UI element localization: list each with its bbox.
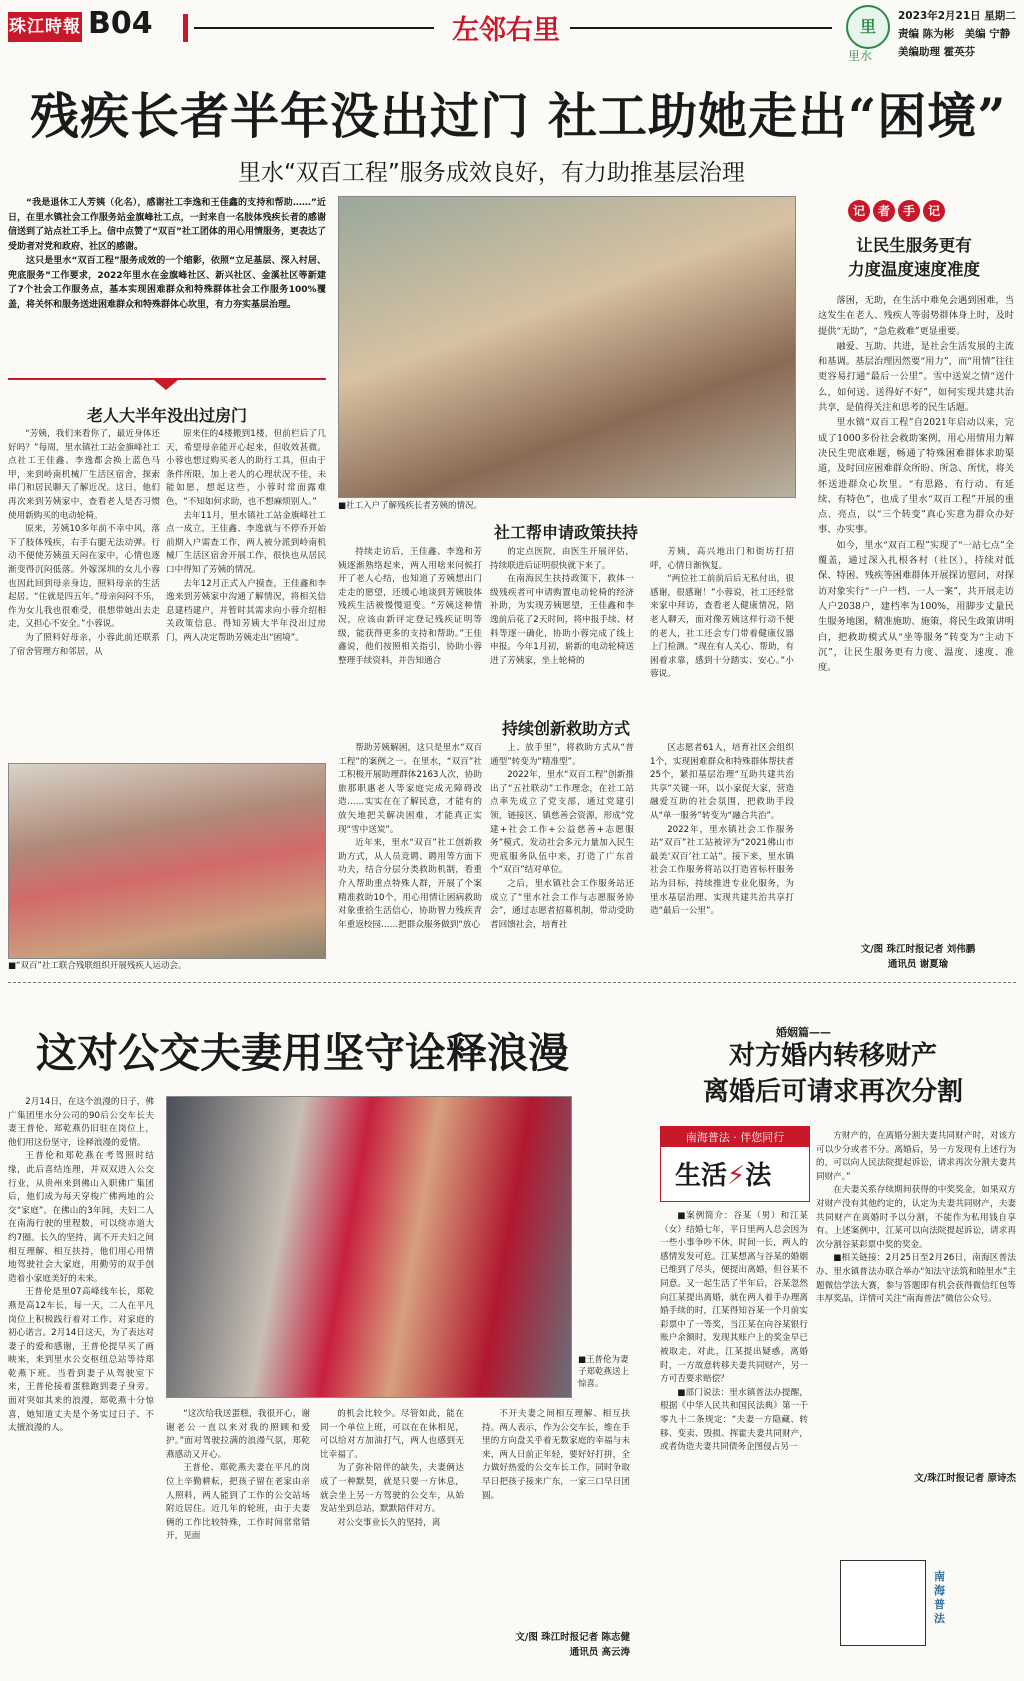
section1-col1: “芳姨，我们来看你了，最近身体还好吗？”每周，里水镇社工站金旗峰社工点社工王佳鑫、李逸都会换上蓝色马甲，来到岭南机械厂生活区宿舍，探索串门和居民聊天了解近况。这日，他们再次来到芳姨家中，查看老人是否习惯使用新购买的电动轮椅。 原来，芳姨10多年前不幸中风，落下了肢体残疾，右手右腿无法动弹。行动不便使芳姨虽天闷在家中，心情也逐渐变得沉闷低落。外嫁深圳的女儿小蓉也因此回到母亲身边，照料母亲的生活起居。“住就是四五年。”母亲闷闷不乐，作为女儿我也很难受，很想带她出去走走，又担心不安全。”小蓉说。 为了照料好母亲，小蓉此前还联系了宿舍管理方和邻居，从 [8, 429, 160, 657]
editor-credit: 责编 陈为彬 美编 宁静 [898, 28, 1011, 40]
assistant-credit: 美编助理 霍英芬 [898, 46, 976, 58]
article3-kicker: 婚姻篇—— [776, 1026, 831, 1039]
section1-col2: 原来住的4楼搬到1楼，但前栏后了几天，希望母亲能开心起来，但收效甚微。小蓉也想过购买老人的助行工具，但由于条件所限，加上老人的心理状况不佳，未能如愿，想起这些，小蓉时常面露难色，“不知如何求助，也不想麻烦别人。” 去年11月，里水镇社工站金旗峰社工点一成立，王佳鑫、李逸就与不停乔开始前期入户需查工作，两人被分派到岭南机械厂生活区宿舍开展工作，很快也从居民口中得知了芳姨的情况。 去年12月正式入户摸查，王佳鑫和李逸来到芳姨家中沟通了解情况，将相关信息建档建户，并暂时其需求向小蓉介绍相关政策信息。得知芳姨大半年没出过房门，两人决定帮助芳姨走出“困境”。 [166, 429, 326, 643]
article2-col2: “这次给我送蛋糕，我很开心，谢谢老公一直以来对我的照顾和爱护。”面对驾驶拉满的浪漫气氛，郑乾燕感动又开心。 王普伦、郑乾燕夫妻在平凡的岗位上辛勤耕耘，把孩子留在老家由亲人照料，两人能到了工作的公交站场附近居住。近几年的轮班，由于夫妻俩的工作比较特殊，工作时间常常错开，见面 [166, 1409, 310, 1542]
section3-col3: 区志愿者61人，培育社区会组织1个，实现困难群众和特殊群体帮扶者25个，紧扣基层治理“互助共建共治共享”关键一环，以小家促大家，营造融爱互助的社会氛围，把救助手段从“单一服务”转变为“融合共治”。 2022年，里水镇社会工作服务站“双百”社工站被评为“2021佛山市最美‘双百’社工站”。接下来，里水镇社会工作服务将站以打造省标杆服务站为目标，持续推进专业化服务，为里水基层治理、实现共建共治共享打造“最后一公里”。 [650, 743, 794, 917]
life-law-logo: 生活⚡法 [675, 1161, 772, 1191]
section3-title: 持续创新救助方式 [501, 719, 630, 738]
section3-col2: 上、放手里”，将救助方式从“普通型”转变为“精准型”。 2022年，里水“双百工程”创新推出了“五社联动”工作理念，在社工站点率先成立了党支部，通过党建引领，链接区、镇慈善会资源，形成“党建+社会工作+公益慈善+志愿服务”模式，发动社会多元力量加入民生兜底服务队伍中来，打造了广东首个“双百”结对单位。 之后，里水镇社会工作服务站还成立了“里水社会工作与志愿服务协会”，通过志愿者招募机制，带动受助者回馈社会，培育社 [490, 743, 634, 930]
life-law-logo-box [660, 1126, 810, 1202]
photo-social-worker-home-visit [338, 196, 796, 498]
commentary-body: 落困，无助，在生活中难免会遇到困难，当这发生在老人、残疾人等弱势群体身上时，及时提供“无助”，“急危救难”更显重要。 融爱、互助、共进，是社会生活发展的主流和基调。基层治理因然要“用力”，而“用情”往往更容易打通“最后一公里”。雪中送炭之情“送什么，如何送、送得好不好”，如何实现共建共治共享，是值得关注和思考的民生话题。 里水镇“双百工程”自2021年启动以来，完成了1000多份社会救助案例，用心用情用力解决民生兜底难题，畅通了特殊困难群体求助渠道，及时回应困难群众所盼、所急、所忧，将关怀送进群众心坎里。“有思路、有行动、有延续、有特色”，也成了里水“双百工程”开展的重点、亮点，以“三个转变”真心实意为群众办好事、办实事。 如今，里水“双百工程”实现了“一站七点”全覆盖，通过深入扎根各村（社区），持续对低保、特困、残疾等困难群体开展探访慰问，对探访对象实行“一户一档、一人一案”，共开展走访人户2038户，建档率为100%，用脚步丈量民生服务地图，精准施助、施策，将民生政策讲明白，把救助模式从“坐等服务”转变为“主动下沉”，让民生服务更有力度、温度、速度、准度。 [818, 295, 1014, 674]
article3-title-line2: 离婚后可请求再次分割 [702, 1077, 963, 1107]
law-tag: 南海普法 · 伴您同行 [661, 1127, 809, 1147]
reporter-notes-badge [848, 200, 948, 222]
article3-title-line1: 对方婚内转移财产 [728, 1041, 937, 1071]
commentary-title-line2: 力度温度速度准度 [848, 260, 980, 279]
qr-code-icon[interactable] [840, 1560, 926, 1646]
badge-char: 手 [898, 200, 920, 222]
article1-lead: “我是退休工人芳姨（化名），感谢社工李逸和王佳鑫的支持和帮助……”近日，在里水镇社会工作服务站金旗峰社工点，一封来自一名肢体残疾长者的感谢信送到了站点社工手上。信中点赞了“双百”社工团体的用心用情服务，更表达了受助者对党和政府、社区的感谢。 这只是里水“双百工程”服务成效的一个缩影，依照“立足基层、深入村居、兜底服务”工作要求，2022年里水在金旗峰社区、新兴社区、金溪社区等新建了7个社会工作服务点，基本实现困难群众和特殊群体社会工作服务100%覆盖，将关怀和服务送进困难群众和特殊群体心坎里，有力夯实基层治理。 [8, 198, 326, 310]
commentary-byline: 文/图 珠江时报记者 刘伟鹏 通讯员 谢夏瑜 [860, 944, 976, 970]
section-separator [8, 982, 1016, 983]
section1-title: 老人大半年没出过房门 [86, 406, 247, 425]
photo3-caption: ■王普伦为妻子郑乾燕送上惊喜。 [578, 1355, 630, 1389]
article2-col4: 不开夫妻之间相互理解、相互扶持。两人表示，作为公交车长，维在手里的方向盘关乎着无数家庭的幸福与未来，两人日前正年轻，要好好打拼，全力做好热爱的公交车长工作，同时争取早日把孩子接来广东，一家三口早日团圆。 [482, 1409, 630, 1501]
lead-divider-arrow [154, 380, 178, 390]
article1-headline: 残疾长者半年没出过门 社工助她走出“困境” [30, 87, 1007, 145]
photo2-caption: ■“双百”社工联合残联组织开展残疾人运动会。 [8, 961, 187, 971]
header-rule-left [194, 27, 434, 29]
article3-colA: ■案例简介：谷某（男）和江某（女）结婚七年，平日里两人总会因为一些小事争吵不休，时间一长，两人的感情发发可危。江某想离与谷某的婚姻已维到了尽头，便提出离婚，但谷某不同意。又一起生活了半年后，谷某忽然向江某提出离婚，就在两人着手办理离婚手续的时，江某得知谷某一个月前实彩票中了一等奖，当江某在向谷某银行账户余额时，发现其账户上的奖金早已被取走，对此，江某提出疑惑，离婚时，一方故意转移夫妻共同财产，另一方可否要求赔偿？ ■部门说法：里水镇普法办提醒，根据《中华人民共和国民法典》第一千零九十二条规定：“夫妻一方隐藏、转移、变卖、毁损、挥霍夫妻共同财产，或者伪造夫妻共同债务企图侵占另一 [660, 1211, 808, 1453]
article2-headline: 这对公交夫妻用坚守诠释浪漫 [36, 1029, 569, 1077]
header-divider-bar [183, 14, 188, 42]
section-title: 左邻右里 [452, 15, 560, 46]
page-code: B04 [88, 6, 153, 41]
section3-col1: 帮助芳姨解困，这只是里水“双百工程”的案例之一。在里水，“双百”社工积极开展助理群体2163人次，协助旅那职惠老人等家庭完成无障碍改造……实实在在了解民意，才能有的放矢地把关解决困难，才能真正实现“雪中送炭”。 近年来，里水“双百”社工创新救助方式，从人员竞聘、聘用等方面下功夫，结合分层分类救助机制，看重介入帮助重点特殊人群，开展了个案精准救助10个，用心用情让困病救助对象重拾生活信心，协助智力残疾青年重返校园……把群众服务做到“放心 [338, 743, 482, 930]
emblem-name: 里水 [848, 49, 873, 63]
article2-col1: 2月14日，在这个浪漫的日子，佛广集团里水分公司的90后公交车长夫妻王普伦、郑乾燕仍旧驻在岗位上，他们用这份坚守，诠释浪漫的爱情。 王普伦和郑乾燕在考驾照时结缘，此后喜结连理，并双双进入公交行业，从贵州来到佛山入职佛广集团后，他们成为每天穿梭广佛两地的公交“家庭”。在佛山的3年间，夫妇二人在南海行驶的里程数，可以绕赤道大约7圈。长久的坚持，离不开夫妇之间相互理解、相互扶持，他们用心用情地驾驶社会大家庭，用勤劳的双手创造着小家庭美好的未来。 王普伦是里07高峰线车长，郑乾燕是高12车长，每一天，二人在平凡岗位上积极践行着对工作、对家庭的初心诺言。2月14日这天，为了表达对妻子的爱和感谢，王普伦提早买了画映来，来到里水公交枢纽总站等待郑乾燕下班。当看到妻子从驾驶室下来，王普伦接着蛋糕跑到妻子身旁。面对突如其来的浪漫，郑乾燕十分惊喜，她知道丈夫是个务实过日子、不太擅浪漫的人。 [8, 1097, 154, 1434]
photo-bus-couple-surprise [166, 1096, 572, 1398]
photo-disabled-sports-meet [8, 763, 326, 959]
section2-col3: 芳姨，高兴地出门和街坊打招呼，心情日渐恢复。 “两位社工前前后后无私付出，很感谢，很感谢！”小蓉说，社工还经常来家中拜访，查看老人健康情况，陪老人聊天，面对像芳姨这样行动不便的老人，社工还会专门带着健康仪器上门检测。“现在有人关心、帮助，有困着求靠，感到十分踏实、安心。”小蓉说。 [650, 547, 794, 680]
commentary-title [812, 234, 1016, 282]
article2-col3: 的机会比较少。尽管如此，能在同一个单位上班，可以在在休相见，可以给对方加油打气，两人也感到无比幸福了。 为了弥补陪伴的缺失，夫妻俩达成了一种默契，就是只要一方休息，就会坐上另一方驾驶的公交车，从始发站坐到总站，默默陪伴对方。 对公交事业长久的坚持，离 [320, 1409, 464, 1528]
section2-col1: 持续走访后，王佳鑫、李逸和芳姨逐渐熟络起来，两人用啥来问候打开了老人心结，也知道了芳姨想出门走走的愿望，还缓心地谈到芳姨肢体残疾生活被慢慢退变。“芳姨这种情况，应该由新评定登记残疾证明等级，能获得更多的支持和帮助。”王佳鑫说，他们按照相关指引，协助小蓉整理手续资料，并告知通合 [338, 547, 482, 666]
qr-label: 南海普法 [934, 1570, 945, 1625]
newspaper-logo: 珠江時報 [8, 12, 82, 42]
section2-col2: 的定点医院，由医生开展评估，持续联进后证明很快就下来了。 在南海民生扶持政策下，救体一级残疾者可申请购置电动轮椅的经济补助，为实现芳姨愿望，王佳鑫和李逸前后花了2天时间，将申报手续、材料等逐一确化，协助小蓉完成了线上申报。今年1月初，崭新的电动轮椅送进了芳姨家，坐上轮椅的 [490, 547, 634, 666]
commentary-title-line1: 让民生服务更有 [856, 236, 972, 255]
article3-byline: 文/珠江时报记者 原诗杰 [914, 1473, 1016, 1484]
badge-char: 记 [923, 200, 945, 222]
lishui-emblem-icon: 里 [846, 5, 890, 49]
article3-colB: 方财产的，在离婚分割夫妻共同财产时，对该方可以少分或者不分。离婚后，另一方发现有上述行为的，可以向人民法院提起诉讼，请求再次分割夫妻共同财产。” 在夫妻关系存续期间获得的中奖奖金，如果双方对财产没有其他约定的，认定为夫妻共同财产，夫妻共同财产在离婚时予以分割，不能作为私用钱自享有。上述案例中，江某可以向法院提起诉讼，请求再次分割谷某彩票中奖的奖金。 ■相关链接：2月25日至2月26日，南海区普法办、里水镇普法办联合举办“知法守法筑和睦里水”主题微信学法大赛，参与答题即有机会获得微信红包等丰厚奖品，详情可关注“南海普法”微信公众号。 [816, 1131, 1016, 1305]
badge-char: 者 [873, 200, 895, 222]
article2-byline: 文/图 珠江时报记者 陈志健 通讯员 高云涛 [515, 1632, 630, 1658]
article1-subheadline: 里水“双百工程”服务成效良好，有力助推基层治理 [238, 160, 745, 186]
header-rule-right [570, 27, 832, 29]
issue-date: 2023年2月21日 星期二 [898, 10, 1016, 22]
section2-title: 社工帮申请政策扶持 [493, 523, 638, 542]
article3-headline [650, 1038, 1016, 1110]
badge-char: 记 [848, 200, 870, 222]
photo1-caption: ■社工入户了解残疾长者芳姨的情况。 [338, 501, 483, 511]
